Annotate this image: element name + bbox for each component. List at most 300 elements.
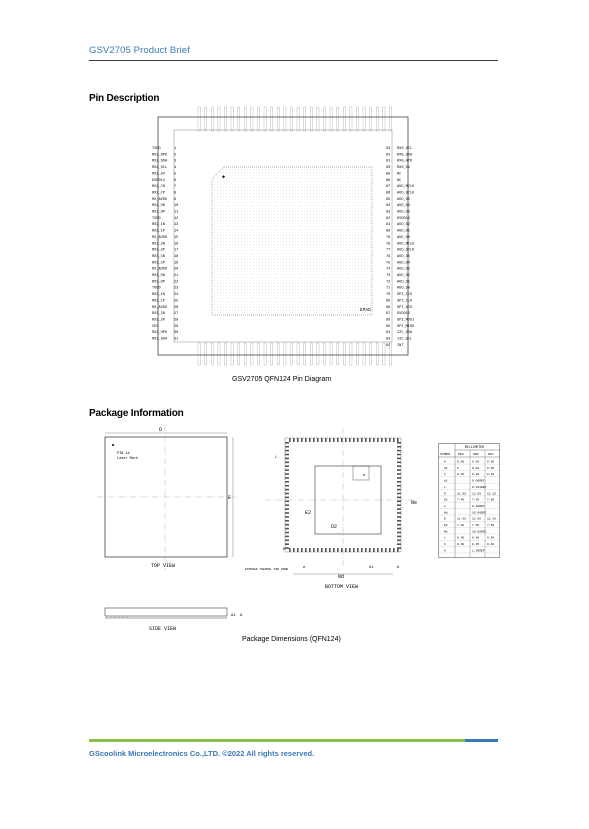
dim-nom: 12.00 bbox=[472, 492, 482, 496]
bv-pin bbox=[381, 548, 383, 552]
dim-min: 7.40 bbox=[457, 524, 465, 527]
bv-pin bbox=[329, 438, 331, 442]
pin-label-left: RX3_OP bbox=[152, 280, 165, 285]
bv-pin bbox=[361, 438, 363, 442]
pin-number-left: 5 bbox=[174, 172, 177, 177]
footer-accent bbox=[465, 739, 498, 742]
dim-nom: 7.50 bbox=[472, 498, 480, 502]
pin-number-right: 88 bbox=[386, 178, 391, 183]
pin-label-left: RX2_SCL bbox=[152, 166, 168, 171]
bv-pin bbox=[329, 548, 331, 552]
bv-pin bbox=[397, 508, 401, 510]
pin-label-right: AUD_D2 bbox=[397, 274, 410, 278]
bv-pin bbox=[349, 438, 351, 442]
bv-pin bbox=[317, 548, 319, 552]
dim-ref: 0.08REF bbox=[472, 479, 485, 483]
bv-pin bbox=[289, 548, 291, 552]
bv-pin bbox=[345, 548, 347, 552]
document-header: GSV2705 Product Brief bbox=[89, 45, 190, 56]
pin-label-right: AUD_D1 bbox=[397, 280, 410, 285]
pin-label-left: RX_AVDD bbox=[152, 267, 168, 272]
pin-label-right: RX0_5V bbox=[397, 166, 410, 171]
pin-label-left: DVDD12 bbox=[152, 178, 165, 183]
dim-max: 7.60 bbox=[487, 524, 495, 527]
dim-symbol: b bbox=[444, 473, 446, 477]
dim-symbol: D2 bbox=[444, 498, 448, 502]
bv-pin bbox=[397, 543, 401, 545]
bv-pin bbox=[309, 438, 311, 442]
bv-pin bbox=[321, 548, 323, 552]
pin-label-right: INT bbox=[397, 343, 404, 348]
svg-text:A: A bbox=[240, 614, 243, 618]
bv-pin bbox=[397, 442, 401, 444]
bv-pin bbox=[285, 547, 289, 549]
dim-max: 12.10 bbox=[487, 517, 497, 521]
svg-text:Ne: Ne bbox=[411, 500, 418, 506]
pin-label-left: TVDD bbox=[152, 216, 161, 221]
pin-label-right: SPI_CLK bbox=[397, 299, 413, 304]
pin-diagram bbox=[150, 105, 420, 367]
pin-number-right: 93 bbox=[386, 147, 391, 151]
pin-label-left: RX_AVDD bbox=[152, 235, 168, 240]
pin-number-right: 78 bbox=[386, 242, 391, 247]
bv-pin bbox=[361, 548, 363, 552]
pin-label-left: RX2_1N bbox=[152, 223, 165, 228]
dim-symbol: Ne bbox=[444, 530, 448, 534]
package-information-heading: Package Information bbox=[89, 408, 184, 419]
dim-nom: 12.00 bbox=[472, 517, 482, 521]
bv-pin bbox=[285, 536, 289, 538]
pin-number-right: 76 bbox=[386, 254, 391, 259]
dim-table-header: SYMBOL bbox=[440, 453, 451, 456]
pin-label-right: NC bbox=[397, 178, 402, 183]
bv-pin bbox=[333, 548, 335, 552]
pin-label-left: RX_AVDD bbox=[152, 305, 168, 310]
pin-label-left: RX3_1N bbox=[152, 293, 165, 298]
pin-label-left: CEC bbox=[152, 324, 159, 329]
pin-label-left: RX2_CP bbox=[152, 191, 165, 196]
pin-number-right: 73 bbox=[386, 274, 391, 278]
pin-label-left: RX3_HPD bbox=[152, 331, 168, 336]
bv-pin bbox=[285, 540, 289, 542]
bv-pin bbox=[289, 438, 291, 442]
bv-pin bbox=[285, 442, 289, 444]
svg-text:Nd: Nd bbox=[338, 574, 345, 580]
package-caption: Package Dimensions (QFN124) bbox=[242, 636, 341, 643]
pin-number-left: 19 bbox=[174, 261, 179, 266]
dim-nom: 7.50 bbox=[472, 524, 480, 527]
dim-table-header: NOM bbox=[473, 453, 479, 456]
exposed-pad-label: EXPOSED THERMAL PAD ZONE bbox=[245, 568, 289, 571]
bv-pin bbox=[301, 438, 303, 442]
bv-pin bbox=[285, 504, 289, 506]
dim-symbol: K bbox=[444, 549, 446, 553]
pin-number-left: 17 bbox=[174, 248, 179, 253]
bv-pin bbox=[285, 493, 289, 495]
dim-min: 11.90 bbox=[457, 492, 467, 496]
bv-pin bbox=[397, 536, 401, 538]
bv-pin bbox=[397, 446, 401, 448]
bv-pin bbox=[369, 548, 371, 552]
pin-label-left: TVDD bbox=[152, 286, 161, 291]
pin-number-left: 1 bbox=[174, 147, 177, 151]
pin-number-right: 74 bbox=[386, 267, 391, 272]
bv-pin bbox=[285, 465, 289, 467]
bv-pin bbox=[285, 512, 289, 514]
pin-number-right: 85 bbox=[386, 197, 391, 202]
svg-text:A1: A1 bbox=[231, 614, 236, 618]
pin-label-right: AUD_D2 bbox=[397, 223, 410, 228]
svg-text:E: E bbox=[228, 495, 232, 501]
pin-number-right: 62 bbox=[386, 343, 391, 348]
pin-number-right: 91 bbox=[386, 159, 391, 164]
pin-number-left: 27 bbox=[174, 312, 179, 317]
bv-pin bbox=[397, 493, 401, 495]
pin-number-left: 13 bbox=[174, 223, 179, 228]
svg-text:D2: D2 bbox=[331, 524, 338, 530]
dim-nom: 0.85 bbox=[472, 460, 480, 464]
pin-label-left: RX2_HPD bbox=[152, 153, 168, 158]
pin-number-right: 82 bbox=[386, 216, 391, 221]
pin-number-right: 80 bbox=[386, 229, 391, 234]
bv-pin bbox=[397, 481, 401, 483]
pin-label-right: DVDD12 bbox=[397, 312, 410, 317]
bv-pin bbox=[397, 450, 401, 452]
pin-number-left: 11 bbox=[174, 210, 179, 215]
bv-pin bbox=[397, 532, 401, 534]
bv-pin bbox=[397, 512, 401, 514]
pin-number-left: 14 bbox=[174, 229, 179, 234]
dim-max: 0.25 bbox=[487, 473, 495, 477]
pin-label-left: RX2_1P bbox=[152, 229, 165, 234]
pin-label-right: NC bbox=[397, 172, 402, 177]
top-view-label: TOP VIEW bbox=[151, 563, 176, 569]
svg-text:Laser Mark: Laser Mark bbox=[117, 457, 139, 461]
bv-pin bbox=[397, 524, 401, 526]
pin-number-left: 2 bbox=[174, 153, 177, 158]
footer-divider bbox=[89, 739, 498, 742]
dim-ref: 0.152REF bbox=[472, 485, 487, 489]
pin-label-right: RX0_HPD bbox=[397, 159, 413, 164]
bv-pin bbox=[297, 548, 299, 552]
bv-pin bbox=[285, 524, 289, 526]
pin-number-left: 21 bbox=[174, 274, 179, 278]
dim-max: 0.40 bbox=[487, 543, 495, 547]
pin-label-right: AUD_D5 bbox=[397, 254, 410, 259]
pin-number-left: 16 bbox=[174, 242, 179, 247]
dim-max: 0.90 bbox=[487, 460, 495, 464]
pin-number-left: 22 bbox=[174, 280, 179, 285]
bv-pin bbox=[397, 547, 401, 549]
pin-number-left: 24 bbox=[174, 293, 179, 298]
bv-pin bbox=[301, 548, 303, 552]
pin-label-left: RX2_2P bbox=[152, 248, 165, 253]
pin-number-right: 67 bbox=[386, 312, 391, 317]
dim-symbol: A1 bbox=[444, 466, 448, 470]
pin-label-right: AUD_SCLK bbox=[397, 248, 415, 253]
dim-symbol: b1 bbox=[444, 479, 448, 483]
bv-pin bbox=[353, 548, 355, 552]
bv-pin bbox=[353, 438, 355, 442]
pin-number-left: 31 bbox=[174, 337, 179, 342]
dim-ref: 0.40BSC bbox=[472, 504, 485, 508]
svg-text:b: b bbox=[397, 566, 400, 570]
pin-number-left: 20 bbox=[174, 267, 179, 272]
dim-min: 0.80 bbox=[457, 460, 465, 464]
dimension-table bbox=[438, 443, 500, 558]
pin-label-right: I2C_SDA bbox=[397, 331, 413, 336]
pin-label-right: SPI_MISO bbox=[397, 324, 415, 329]
bv-pin bbox=[397, 520, 401, 522]
dim-table-header: MIN bbox=[458, 453, 464, 456]
pin-number-left: 18 bbox=[174, 254, 179, 259]
bv-pin bbox=[285, 543, 289, 545]
dim-nom: 0.40 bbox=[472, 536, 480, 540]
pin-number-left: 12 bbox=[174, 216, 179, 221]
svg-text:E2: E2 bbox=[305, 510, 312, 516]
bv-pin bbox=[389, 438, 391, 442]
pin-label-left: RX3_2P bbox=[152, 318, 165, 323]
pin-number-left: 6 bbox=[174, 178, 177, 183]
bv-pin bbox=[393, 548, 395, 552]
bv-pin bbox=[285, 489, 289, 491]
pin-number-left: 25 bbox=[174, 299, 179, 304]
pin-label-left: RX2_CN bbox=[152, 185, 165, 190]
bv-pin bbox=[293, 438, 295, 442]
bv-pin bbox=[285, 473, 289, 475]
footer-text: GScoolink Microelectronics Co.,LTD. ©2022 All rights reserved. bbox=[89, 749, 315, 758]
pin-label-right: AUD_MCLK bbox=[397, 242, 415, 247]
pin-label-right: AUD_D1 bbox=[397, 229, 410, 234]
bv-pin bbox=[285, 450, 289, 452]
dim-max: 0.05 bbox=[487, 466, 495, 470]
svg-text:h: h bbox=[363, 474, 366, 478]
bv-pin bbox=[397, 438, 399, 442]
bv-pin bbox=[285, 469, 289, 471]
svg-text:e: e bbox=[303, 566, 306, 570]
top-view-drawing bbox=[95, 425, 245, 575]
bv-pin bbox=[349, 548, 351, 552]
bv-pin bbox=[285, 516, 289, 518]
bv-pin bbox=[313, 438, 315, 442]
bv-pin bbox=[365, 438, 367, 442]
dim-nom: 0.02 bbox=[472, 466, 480, 470]
bv-pin bbox=[317, 438, 319, 442]
bv-pin bbox=[377, 548, 379, 552]
bv-pin bbox=[297, 438, 299, 442]
bv-pin bbox=[337, 438, 339, 442]
bv-pin bbox=[397, 528, 401, 530]
pin-number-right: 68 bbox=[386, 305, 391, 310]
pin-label-left: RX2_OP bbox=[152, 210, 165, 215]
bv-pin bbox=[321, 438, 323, 442]
bv-pin bbox=[373, 548, 375, 552]
dim-symbol: D bbox=[444, 492, 446, 496]
bv-pin bbox=[397, 465, 401, 467]
bv-pin bbox=[397, 477, 401, 479]
bv-pin bbox=[397, 501, 401, 503]
bv-pin bbox=[377, 438, 379, 442]
side-view-drawing bbox=[95, 600, 245, 634]
pin-label-right: SPI_CCS bbox=[397, 293, 413, 298]
bv-pin bbox=[285, 446, 289, 448]
bv-pin bbox=[285, 520, 289, 522]
bv-pin bbox=[369, 438, 371, 442]
pin-label-right: I2C_SCL bbox=[397, 337, 413, 342]
pin-label-left: RX3_SDA bbox=[152, 337, 168, 342]
bv-pin bbox=[285, 458, 289, 460]
svg-text:K: K bbox=[283, 548, 286, 552]
pin-number-right: 90 bbox=[386, 166, 391, 171]
bv-pin bbox=[397, 458, 401, 460]
dim-nom: 0.20 bbox=[472, 473, 480, 477]
bv-pin bbox=[381, 438, 383, 442]
pin-number-right: 83 bbox=[386, 210, 391, 215]
bv-pin bbox=[285, 462, 289, 464]
pin-number-left: 23 bbox=[174, 286, 179, 291]
dim-symbol: h bbox=[444, 543, 446, 547]
bv-pin bbox=[337, 548, 339, 552]
pin-label-right: AUD_D4 bbox=[397, 204, 410, 209]
bv-pin bbox=[333, 438, 335, 442]
dim-min: 0 bbox=[457, 466, 459, 470]
dim-min: 0.30 bbox=[457, 536, 465, 540]
pin-label-right: DVDD12 bbox=[397, 216, 410, 221]
pin-label-right: RX0_SDA bbox=[397, 153, 413, 158]
pin-number-right: 65 bbox=[386, 324, 391, 329]
pin-number-right: 63 bbox=[386, 337, 391, 342]
dim-min: 11.90 bbox=[457, 517, 467, 521]
bottom-view-label: BOTTOM VIEW bbox=[325, 584, 359, 590]
bv-pin bbox=[397, 473, 401, 475]
dim-ref: 10.00BSC bbox=[472, 511, 487, 515]
pin-description-heading: Pin Description bbox=[89, 93, 160, 104]
pin-label-left: RX_AVDD bbox=[152, 197, 168, 202]
pin-label-right: AUD_SCLK bbox=[397, 191, 415, 196]
pin-number-right: 66 bbox=[386, 318, 391, 323]
pin-number-right: 92 bbox=[386, 153, 391, 158]
bv-pin bbox=[365, 548, 367, 552]
pin-number-left: 4 bbox=[174, 166, 177, 171]
dim-max: 7.60 bbox=[487, 498, 495, 502]
dim-symbol: e bbox=[444, 504, 446, 508]
pin-label-left: RX2_SDA bbox=[152, 159, 168, 164]
pin-label-right: AUD_D0 bbox=[397, 286, 410, 291]
svg-text:L: L bbox=[275, 456, 278, 460]
bv-pin bbox=[397, 469, 401, 471]
dim-symbol: L bbox=[444, 536, 446, 540]
bv-pin bbox=[393, 438, 395, 442]
pin-number-right: 72 bbox=[386, 280, 391, 285]
dim-table-title: MILLIMETER bbox=[465, 445, 485, 449]
epad-label: EPAD bbox=[360, 308, 371, 313]
dim-table-header: MAX bbox=[488, 453, 494, 456]
bv-pin bbox=[397, 462, 401, 464]
bv-pin bbox=[345, 438, 347, 442]
epad-region bbox=[212, 167, 372, 315]
header-divider bbox=[89, 60, 498, 61]
pin-label-left: RX3_2N bbox=[152, 312, 165, 317]
bv-pin bbox=[309, 548, 311, 552]
bv-pin bbox=[357, 438, 359, 442]
bv-pin bbox=[357, 548, 359, 552]
pin-diagram-caption: GSV2705 QFN124 Pin Diagram bbox=[232, 376, 332, 383]
pin-label-right: AUD_MCLK bbox=[397, 185, 415, 190]
pin-number-right: 89 bbox=[386, 172, 391, 177]
bv-pin bbox=[397, 516, 401, 518]
pin-label-left: RX3_CN bbox=[152, 254, 165, 259]
bv-pin bbox=[385, 548, 387, 552]
pin1-marker: ◆ bbox=[222, 174, 226, 180]
bv-pin bbox=[285, 532, 289, 534]
pin-label-right: SPI_DCS bbox=[397, 305, 413, 310]
pin-number-right: 71 bbox=[386, 286, 391, 291]
pin-number-right: 87 bbox=[386, 185, 391, 190]
pin-number-right: 81 bbox=[386, 223, 391, 228]
pin-number-left: 7 bbox=[174, 185, 177, 190]
dim-symbol: Nd bbox=[444, 511, 448, 515]
pin-number-right: 64 bbox=[386, 331, 391, 336]
pin-number-right: 79 bbox=[386, 235, 391, 240]
bv-pin bbox=[285, 477, 289, 479]
bv-pin bbox=[305, 438, 307, 442]
pin-number-left: 15 bbox=[174, 235, 179, 240]
pin-label-left: RX3_ON bbox=[152, 274, 165, 278]
pin-label-left: TVDD bbox=[152, 147, 161, 151]
bv-pin bbox=[397, 454, 401, 456]
pin-number-right: 75 bbox=[386, 261, 391, 266]
bv-pin bbox=[389, 548, 391, 552]
dim-ref: 1.00REF bbox=[472, 549, 485, 553]
pin-number-left: 29 bbox=[174, 324, 179, 329]
pin-number-left: 9 bbox=[174, 197, 177, 202]
pin-number-right: 84 bbox=[386, 204, 391, 209]
dim-symbol: A bbox=[444, 460, 446, 464]
pin-label-right: AUD_D4 bbox=[397, 261, 410, 266]
bv-pin bbox=[313, 548, 315, 552]
bv-pin bbox=[385, 438, 387, 442]
dim-nom: 0.35 bbox=[472, 543, 480, 547]
bv-pin bbox=[285, 528, 289, 530]
bv-pin bbox=[397, 504, 401, 506]
pin-label-left: RX2_2N bbox=[152, 242, 165, 247]
pin-label-right: SPI_MOSI bbox=[397, 318, 415, 323]
dim-max: 0.50 bbox=[487, 536, 495, 540]
pin-label-left: RX3_CP bbox=[152, 261, 165, 266]
bv-pin bbox=[285, 497, 289, 499]
dim-min: 0.30 bbox=[457, 543, 465, 547]
bottom-view-drawing bbox=[245, 428, 435, 592]
dim-symbol: E bbox=[444, 517, 446, 521]
dim-min: 7.40 bbox=[457, 498, 465, 502]
pin-label-right: AUD_D3 bbox=[397, 267, 410, 272]
pin1-label: PIN 1# bbox=[117, 452, 130, 456]
pin-number-left: 8 bbox=[174, 191, 177, 196]
bv-pin bbox=[373, 438, 375, 442]
pin-number-left: 30 bbox=[174, 331, 179, 336]
pin-label-right: AUD_D0 bbox=[397, 235, 410, 240]
pin-label-right: RX0_SCL bbox=[397, 147, 413, 151]
bv-pin bbox=[397, 497, 401, 499]
bv-pin bbox=[325, 438, 327, 442]
pin-number-left: 3 bbox=[174, 159, 177, 164]
pin-number-left: 10 bbox=[174, 204, 179, 209]
bv-pin bbox=[285, 485, 289, 487]
dim-max: 12.10 bbox=[487, 492, 497, 496]
dim-symbol: E2 bbox=[444, 524, 448, 527]
pin-label-left: RX3_1P bbox=[152, 299, 165, 304]
bv-pin bbox=[341, 548, 343, 552]
